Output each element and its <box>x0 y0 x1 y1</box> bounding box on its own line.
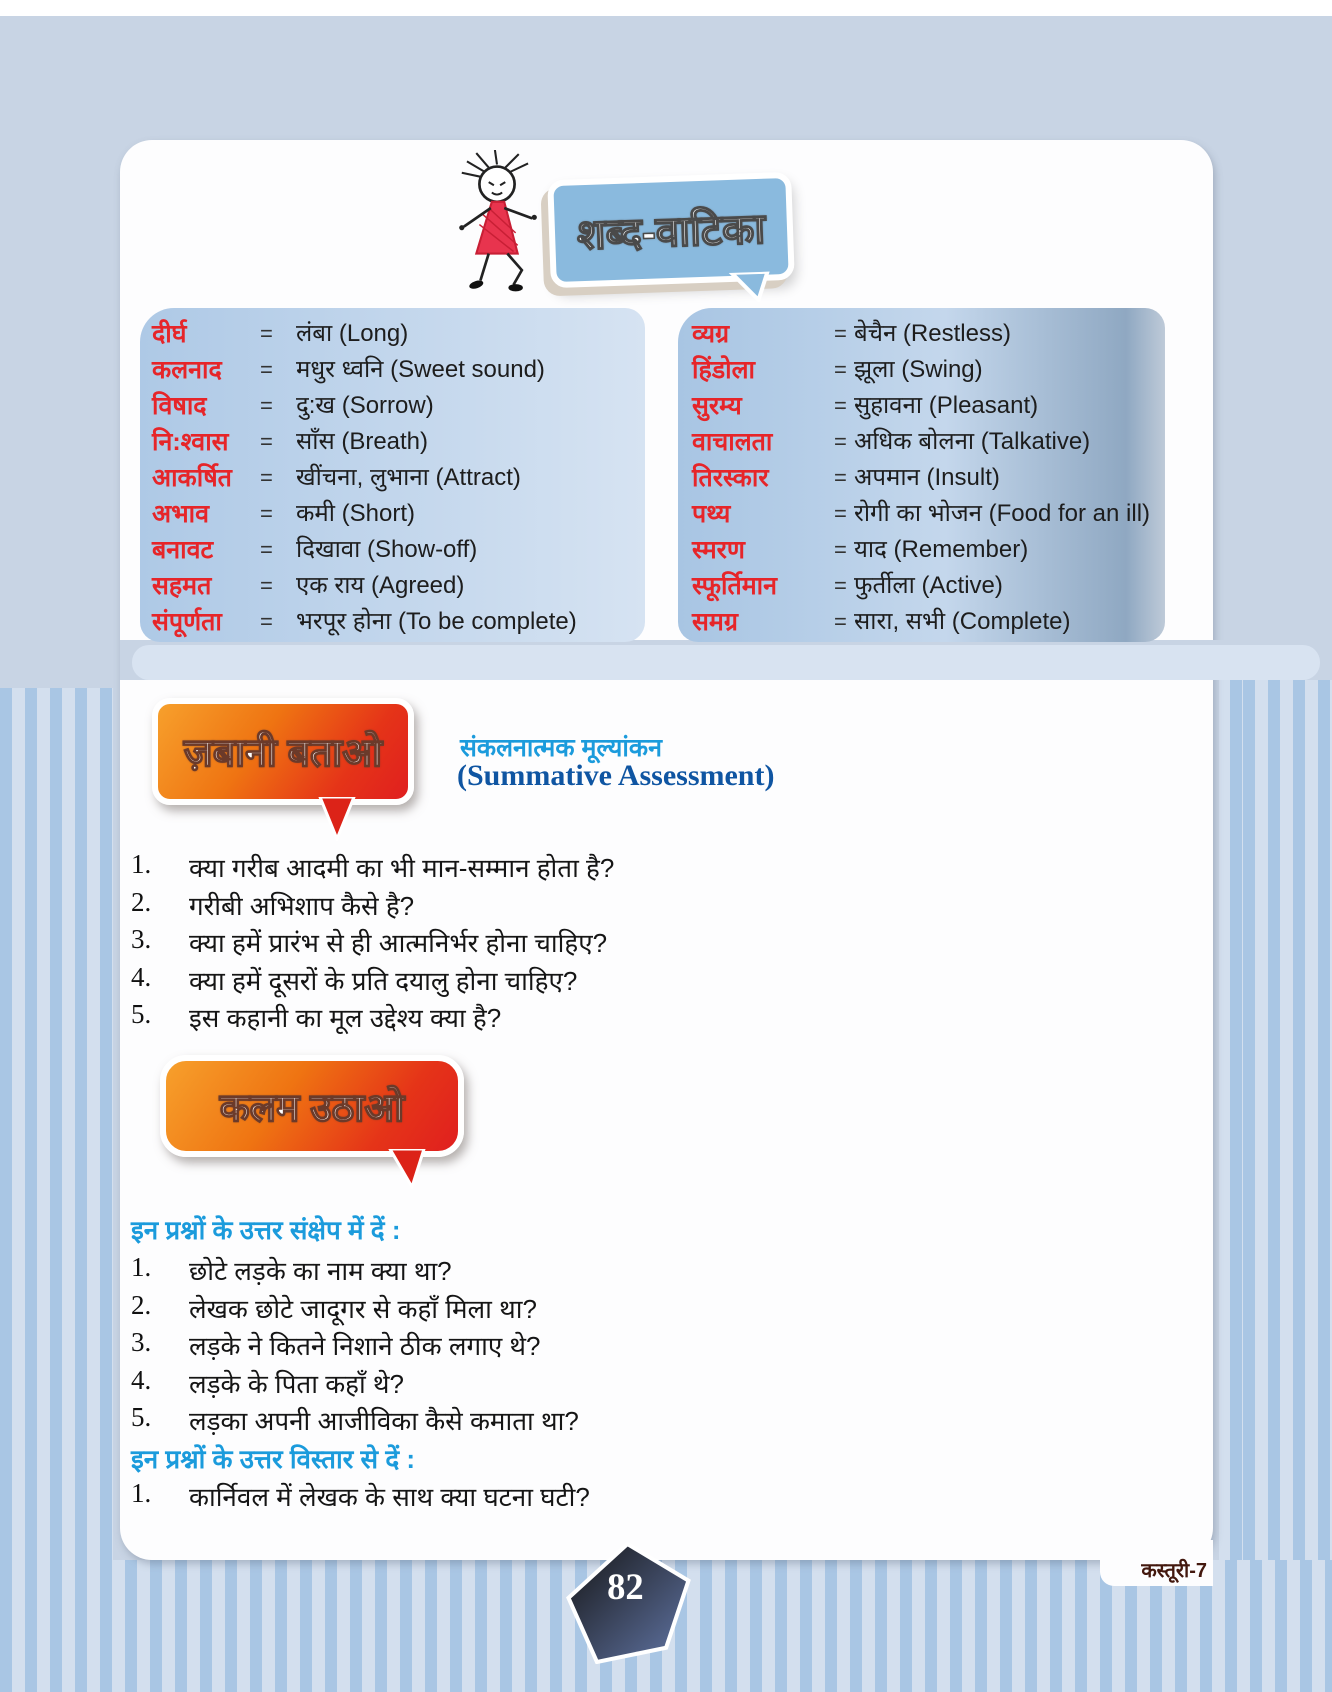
vocab-row <box>678 428 1165 458</box>
vocab-word: स्मरण <box>692 536 745 564</box>
question-text: लेखक छोटे जादूगर से कहाँ मिला था? <box>189 1294 537 1324</box>
equals-sign: = <box>260 501 273 526</box>
vocab-word: व्यग्र <box>692 320 730 348</box>
question-number: 4. <box>131 962 152 992</box>
question-row <box>0 1252 1093 1286</box>
vocab-meaning: सारा, सभी (Complete) <box>854 608 1071 635</box>
long-answer-heading: इन प्रश्नों के उत्तर विस्तार से दें : <box>131 1444 416 1474</box>
vocab-row <box>678 392 1165 422</box>
vocab-word: संपूर्णता <box>152 608 222 636</box>
vocab-meaning: साँस (Breath) <box>296 428 429 455</box>
question-text: इस कहानी का मूल उद्देश्य क्या है? <box>189 1003 502 1033</box>
page-number: 82 <box>607 1565 644 1607</box>
equals-sign: = <box>260 393 273 418</box>
vocab-word: दीर्घ <box>152 320 187 348</box>
question-row <box>0 1478 1093 1512</box>
equals-sign: = <box>834 573 847 598</box>
vocab-word: सुरम्य <box>692 392 742 420</box>
vocab-meaning: सुहावना (Pleasant) <box>854 392 1039 419</box>
vocab-word: कलनाद <box>152 356 222 384</box>
question-number: 1. <box>131 849 152 879</box>
question-text: क्या हमें प्रारंभ से ही आत्मनिर्भर होना चाहिए? <box>189 928 608 958</box>
vocab-meaning: अधिक बोलना (Talkative) <box>854 428 1091 455</box>
question-number: 1. <box>131 1478 152 1508</box>
vocab-row <box>140 464 645 494</box>
equals-sign: = <box>834 609 847 634</box>
section-divider-band <box>120 640 1332 680</box>
book-label-tab <box>1100 1540 1213 1586</box>
summative-subtitle-hindi: संकलनात्मक मूल्यांकन <box>460 734 662 762</box>
vocab-word: हिंडोला <box>692 356 756 384</box>
question-row <box>0 887 1093 921</box>
question-text: छोटे लड़के का नाम क्या था? <box>189 1256 452 1286</box>
vocab-word: नि:श्वास <box>152 428 229 456</box>
girl-illustration <box>443 150 551 295</box>
vocab-row <box>678 536 1165 566</box>
book-label: कस्तूरी-7 <box>1141 1560 1207 1582</box>
question-number: 3. <box>131 924 152 954</box>
question-row <box>0 849 1093 883</box>
vocab-meaning: एक राय (Agreed) <box>296 572 465 599</box>
word-garden-bubble <box>547 172 795 288</box>
oral-badge-label: ज़बानी बताओ <box>183 732 383 775</box>
question-text: लड़के ने कितने निशाने ठीक लगाए थे? <box>189 1331 541 1361</box>
vocab-word: अभाव <box>152 500 210 528</box>
question-number: 3. <box>131 1327 152 1357</box>
question-number: 2. <box>131 1290 152 1320</box>
badge-tail-icon <box>388 1149 428 1189</box>
vocab-row <box>678 500 1165 530</box>
vocab-row <box>678 320 1165 350</box>
question-text: लड़का अपनी आजीविका कैसे कमाता था? <box>189 1406 579 1436</box>
vocab-row <box>140 608 645 638</box>
equals-sign: = <box>834 537 847 562</box>
vocab-row <box>140 428 645 458</box>
section-divider-band-inner <box>132 645 1320 680</box>
question-text: गरीबी अभिशाप कैसे है? <box>189 891 415 921</box>
top-white-strip <box>0 0 1332 16</box>
vocab-meaning: कमी (Short) <box>296 500 416 527</box>
question-row <box>0 1290 1093 1324</box>
question-row <box>0 1365 1093 1399</box>
vocab-word: तिरस्कार <box>692 464 769 492</box>
vocab-word: पथ्य <box>692 500 731 528</box>
vocab-row <box>678 572 1165 602</box>
vocab-row <box>140 500 645 530</box>
equals-sign: = <box>834 321 847 346</box>
question-number: 4. <box>131 1365 152 1395</box>
question-text: क्या हमें दूसरों के प्रति दयालु होना चाहिए? <box>189 966 578 996</box>
vocab-word: वाचालता <box>692 428 773 456</box>
question-row <box>0 1402 1093 1436</box>
vocab-meaning: भरपूर होना (To be complete) <box>296 608 577 635</box>
equals-sign: = <box>260 537 273 562</box>
vocab-row <box>678 356 1165 386</box>
equals-sign: = <box>834 357 847 382</box>
equals-sign: = <box>260 429 273 454</box>
vocab-meaning: फुर्तीला (Active) <box>854 572 1003 599</box>
vocab-row <box>678 608 1165 638</box>
equals-sign: = <box>260 321 273 346</box>
vocab-word: विषाद <box>152 392 207 420</box>
vocab-word: आकर्षित <box>152 464 232 492</box>
vocab-row <box>140 320 645 350</box>
question-text: क्या गरीब आदमी का भी मान-सम्मान होता है? <box>189 853 615 883</box>
equals-sign: = <box>260 357 273 382</box>
page-number-pentagon <box>566 1542 694 1669</box>
question-number: 2. <box>131 887 152 917</box>
written-section-badge <box>160 1055 464 1157</box>
vocab-meaning: रोगी का भोजन (Food for an ill) <box>854 500 1151 527</box>
vocab-meaning: याद (Remember) <box>854 536 1029 563</box>
written-badge-label: कलम उठाओ <box>219 1086 405 1130</box>
equals-sign: = <box>834 501 847 526</box>
question-text: कार्निवल में लेखक के साथ क्या घटना घटी? <box>189 1482 590 1512</box>
vocab-meaning: झूला (Swing) <box>854 356 983 383</box>
vocab-meaning: बेचैन (Restless) <box>854 320 1011 347</box>
right-stripe-decoration <box>1219 679 1332 1560</box>
vocab-row <box>140 572 645 602</box>
bubble-tail-icon <box>729 272 772 303</box>
question-number: 5. <box>131 1402 152 1432</box>
equals-sign: = <box>260 609 273 634</box>
question-number: 1. <box>131 1252 152 1282</box>
equals-sign: = <box>260 573 273 598</box>
word-garden-title: शब्द-वाटिका <box>576 204 766 258</box>
oral-section-badge <box>152 698 414 805</box>
vocab-meaning: दिखावा (Show-off) <box>296 536 478 563</box>
equals-sign: = <box>834 465 847 490</box>
vocab-row <box>140 356 645 386</box>
vocab-panel-left <box>140 308 645 642</box>
vocab-meaning: दु:ख (Sorrow) <box>296 392 434 419</box>
short-answer-heading: इन प्रश्नों के उत्तर संक्षेप में दें : <box>131 1215 401 1245</box>
vocab-word: समग्र <box>692 608 738 636</box>
summative-subtitle-english: (Summative Assessment) <box>457 759 775 792</box>
equals-sign: = <box>260 465 273 490</box>
vocab-meaning: मधुर ध्वनि (Sweet sound) <box>296 356 545 383</box>
vocab-row <box>678 464 1165 494</box>
question-row <box>0 924 1093 958</box>
vocab-meaning: खींचना, लुभाना (Attract) <box>296 464 521 491</box>
vocab-row <box>140 536 645 566</box>
question-number: 5. <box>131 999 152 1029</box>
equals-sign: = <box>834 429 847 454</box>
vocab-row <box>140 392 645 422</box>
question-row <box>0 1327 1093 1361</box>
vocab-meaning: अपमान (Insult) <box>854 464 1000 491</box>
vocab-word: बनावट <box>152 536 214 564</box>
question-text: लड़के के पिता कहाँ थे? <box>189 1369 405 1399</box>
vocab-word: स्फूर्तिमान <box>692 572 778 600</box>
vocab-meaning: लंबा (Long) <box>296 320 409 347</box>
question-row <box>0 962 1093 996</box>
question-row <box>0 999 1093 1033</box>
badge-tail-icon <box>318 797 358 841</box>
equals-sign: = <box>834 393 847 418</box>
vocab-panel-right <box>678 308 1165 642</box>
vocab-word: सहमत <box>152 572 212 600</box>
